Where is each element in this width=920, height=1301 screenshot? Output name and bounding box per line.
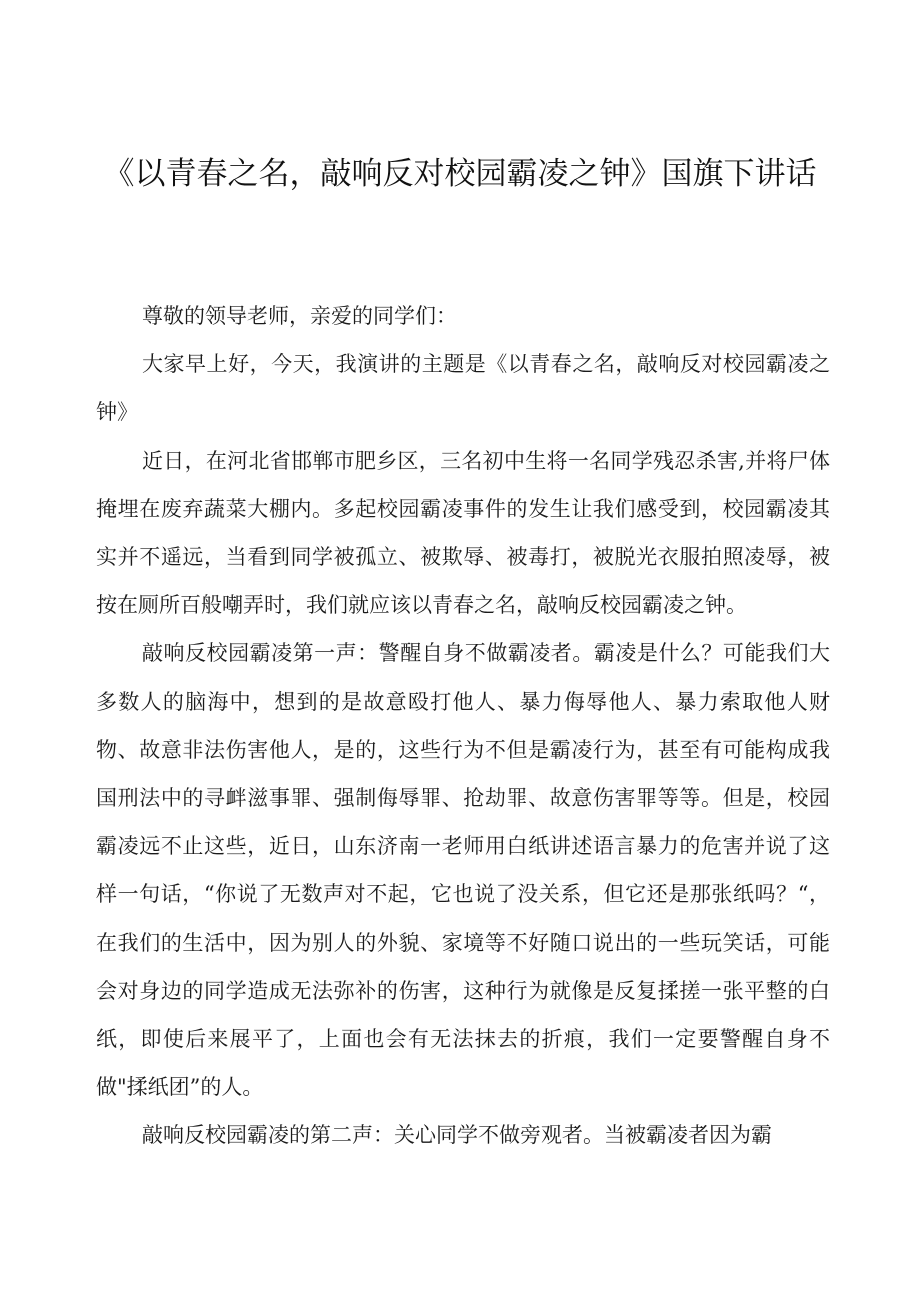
document-title: 《以青春之名，敲响反对校园霸凌之钟》国旗下讲话 [103,156,817,192]
paragraph-first-call: 敲响反校园霸凌第一声：警醒自身不做霸凌者。霸凌是什么？可能我们大多数人的脑海中，想到的是故意殴打他人、暴力侮辱他人、暴力索取他人财物、故意非法伤害他人，是的，这些行为不但是霸凌行为，甚至有可能构成我国刑法中的寻衅滋事罪、强制侮辱罪、抢劫罪、故意伤害罪等等。但是，校园霸凌远不止这些，近日，山东济南一老师用白纸讲述语言暴力的危害并说了这样一句话，“你说了无数声对不起，它也说了没关系，但它还是那张纸吗？“，在我们的生活中，因为别人的外貌、家境等不好随口说出的一些玩笑话，可能会对身边的同学造成无法弥补的伤害，这种行为就像是反复揉搓一张平整的白纸，即使后来展平了，上面也会有无法抹去的折痕，我们一定要警醒自身不做"揉纸团”的人。 [96,641,830,1100]
paragraph-greeting: 大家早上好，今天，我演讲的主题是《以青春之名，敲响反对校园霸凌之钟》 [96,352,830,425]
document-body [96,292,830,1160]
paragraph-incident: 近日，在河北省邯郸市肥乡区，三名初中生将一名同学残忍杀害,并将尸体掩埋在废弃蔬菜大棚内。多起校园霸凌事件的发生让我们感受到，校园霸凌其实并不遥远，当看到同学被孤立、被欺辱、被毒打，被脱光衣服拍照凌辱，被按在厕所百般嘲弄时，我们就应该以青春之名，敲响反校园霸凌之钟。 [96,448,830,618]
paragraph-salutation: 尊敬的领导老师，亲爱的同学们： [142,304,457,328]
paragraph-second-call: 敲响反校园霸凌的第二声：关心同学不做旁观者。当被霸凌者因为霸 [142,1123,772,1148]
